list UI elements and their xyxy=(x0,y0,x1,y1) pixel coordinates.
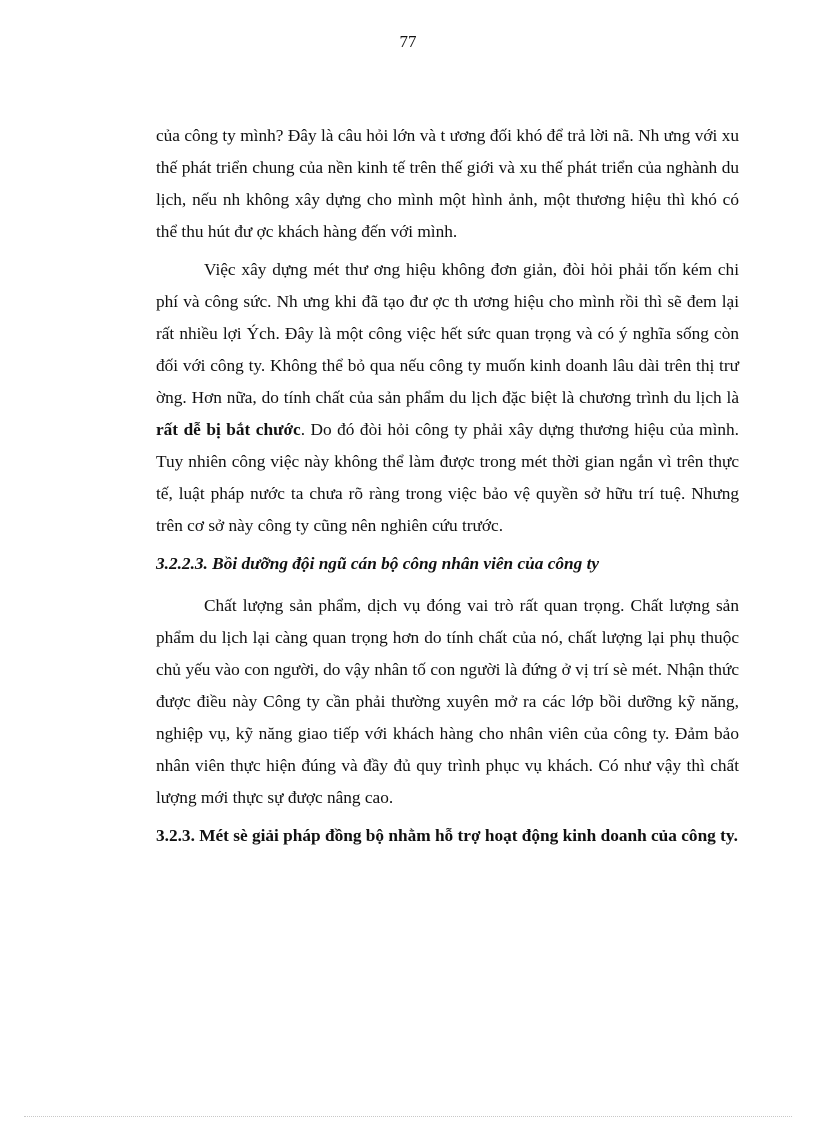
paragraph-staff-training: Chất lượng sản phẩm, dịch vụ đóng vai trò rất quan trọng. Chất lượng sản phẩm du lịch lại càng quan trọng hơn do tính chất của nó, chất lượng lại phụ thuộc chủ yếu vào con người, do vậy nhân tố con người là đứng ở vị trí sè mét. Nhận thức được điều này Công ty cần phải thường xuyên mở ra các lớp bồi dưỡng kỹ năng, nghiệp vụ, kỹ năng giao tiếp với khách hàng cho nhân viên của công ty. Đảm bảo nhân viên thực hiện đúng và đầy đủ quy trình phục vụ khách. Có như vậy thì chất lượng mới thực sự được nâng cao. xyxy=(156,596,739,807)
emphasis-text: rất dễ bị bắt chước xyxy=(156,420,301,439)
document-body xyxy=(156,120,739,852)
paragraph-text: . Do đó đòi hỏi công ty phải xây dựng thương hiệu của mình. Tuy nhiên công việc này không thể làm được trong mét thời gian ngắn vì trên thực tế, luật pháp nước ta chưa rõ ràng trong việc bảo vệ quyền sở hữu trí tuệ. Nhưng trên cơ sở này công ty cũng nên nghiên cứu trước. xyxy=(156,420,739,535)
page-number: 77 xyxy=(399,32,417,51)
section-heading-323: 3.2.3. Mét sè giải pháp đồng bộ nhằm hỗ trợ hoạt động kinh doanh của công ty. xyxy=(156,826,738,845)
page-bottom-divider xyxy=(24,1116,792,1117)
paragraph-brand-building xyxy=(156,254,739,542)
section-heading-3223: 3.2.2.3. Bồi dưỡng đội ngũ cán bộ công nhân viên của công ty xyxy=(156,554,600,573)
paragraph-text: Việc xây dựng mét thư ơng hiệu không đơn giản, đòi hỏi phải tốn kém chi phí và công sức. Nh ưng khi đã tạo đư ợc th ương hiệu cho mình rồi thì sẽ đem lại rất nhiều lợi Ých. Đây là một công việc hết sức quan trọng và có ý nghĩa sống còn đối với công ty. Không thể bỏ qua nếu công ty muốn kinh doanh lâu dài trên thị trư ờng. Hơn nữa, do tính chất của sản phẩm du lịch đặc biệt là chương trình du lịch là xyxy=(156,260,739,407)
paragraph-brand-question: của công ty mình? Đây là câu hỏi lớn và t ương đối khó để trả lời nã. Nh ưng với xu thế phát triển chung của nền kinh tế trên thế giới và xu thế phát triển của nghành du lịch, nếu nh không xây dựng cho mình một hình ảnh, một thương hiệu thì khó có thể thu hút đư ợc khách hàng đến với mình. xyxy=(156,126,739,241)
